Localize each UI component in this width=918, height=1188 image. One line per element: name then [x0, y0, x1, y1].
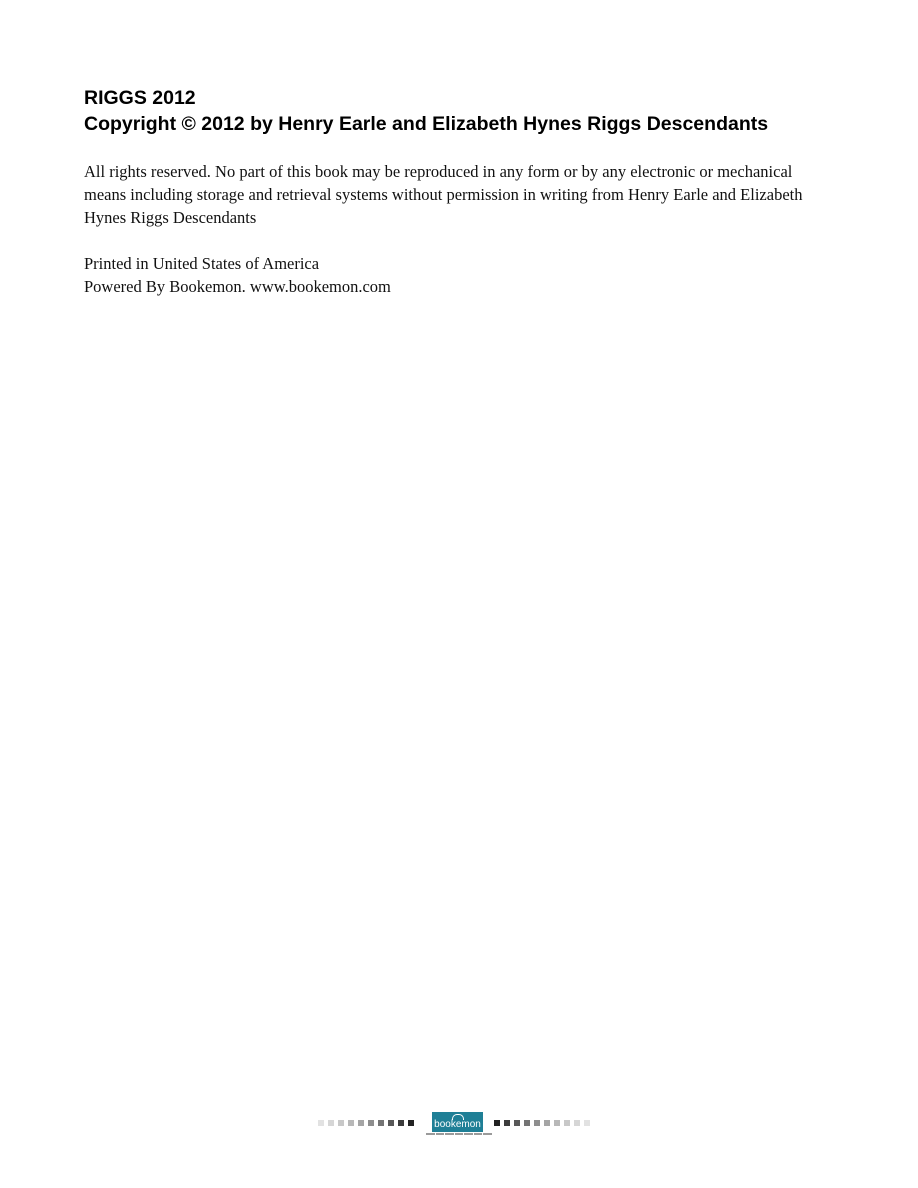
logo-square: [494, 1120, 500, 1126]
right-gradient-squares: [494, 1120, 590, 1126]
logo-square: [514, 1120, 520, 1126]
copyright-header: [84, 85, 768, 137]
printed-in-line: Printed in United States of America: [84, 254, 320, 273]
logo-square: [348, 1120, 354, 1126]
book-title: RIGGS 2012: [84, 87, 196, 109]
logo-square: [504, 1120, 510, 1126]
logo-square: [564, 1120, 570, 1126]
logo-square: [388, 1120, 394, 1126]
logo-square: [544, 1120, 550, 1126]
logo-square: [378, 1120, 384, 1126]
bookemon-logo: [432, 1112, 483, 1132]
logo-tagline: [426, 1133, 492, 1136]
logo-square: [358, 1120, 364, 1126]
bookemon-footer-logo: [318, 1112, 600, 1144]
powered-by-line: Powered By Bookemon. www.bookemon.com: [84, 277, 391, 296]
copyright-line: Copyright © 2012 by Henry Earle and Elizabeth Hynes Riggs Descendants: [84, 113, 769, 135]
print-info: [84, 252, 391, 298]
logo-square: [554, 1120, 560, 1126]
logo-roof-icon: [452, 1114, 464, 1120]
rights-statement: All rights reserved. No part of this book may be reproduced in any form or by any electronic or mechanical means including storage and retrieval systems without permission in writing from Henry Earle and Elizabeth Hynes Riggs Descendants: [84, 162, 803, 227]
logo-square: [534, 1120, 540, 1126]
logo-square: [338, 1120, 344, 1126]
logo-square: [318, 1120, 324, 1126]
logo-square: [398, 1120, 404, 1126]
logo-square: [368, 1120, 374, 1126]
logo-brand-text: bookemon: [434, 1119, 481, 1130]
logo-square: [574, 1120, 580, 1126]
logo-square: [328, 1120, 334, 1126]
left-gradient-squares: [318, 1120, 414, 1126]
logo-square: [524, 1120, 530, 1126]
logo-square: [408, 1120, 414, 1126]
logo-square: [584, 1120, 590, 1126]
